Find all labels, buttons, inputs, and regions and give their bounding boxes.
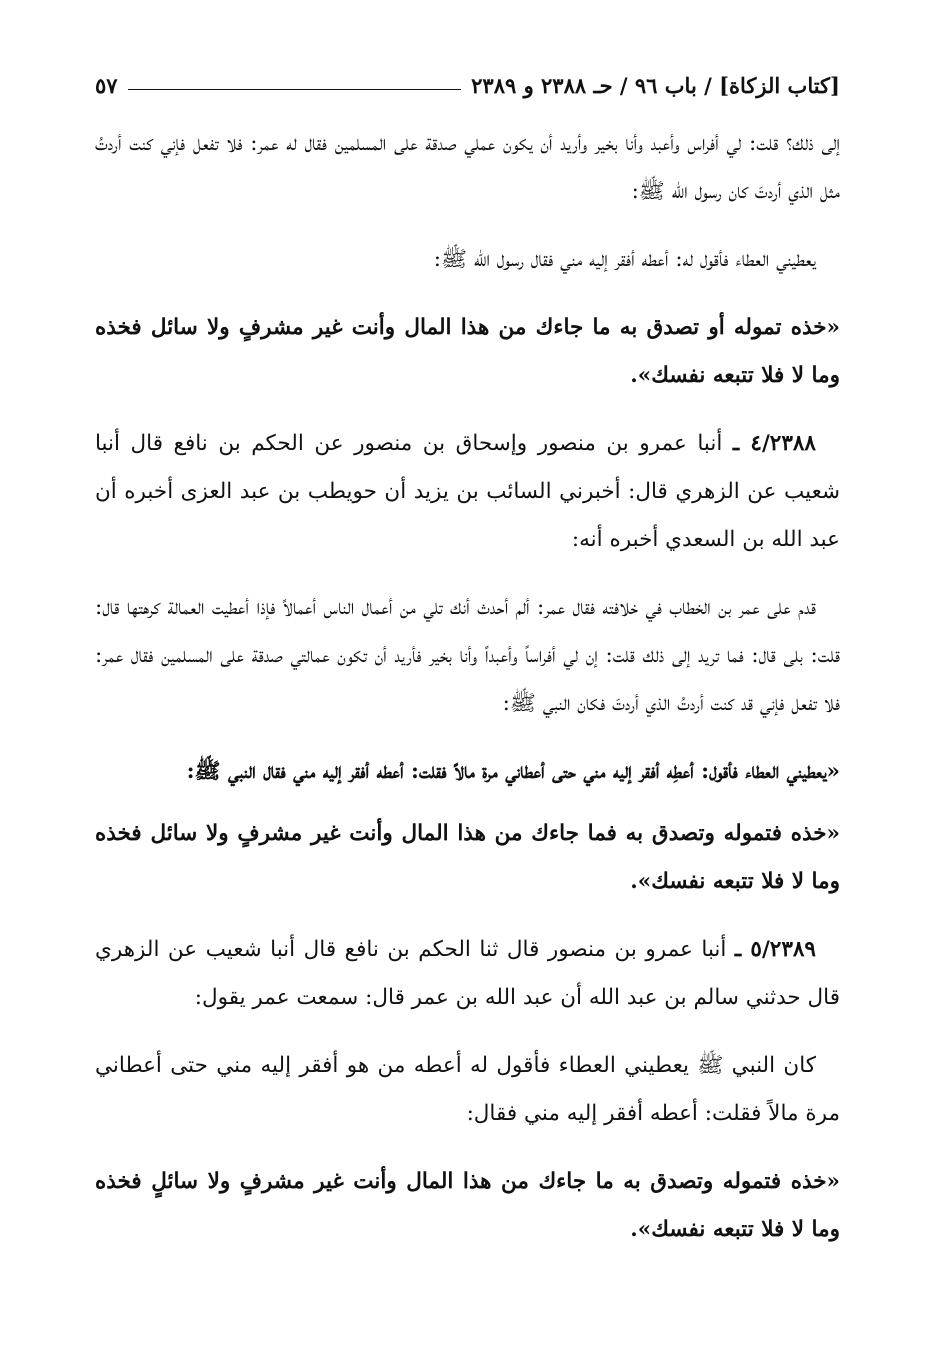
paragraph-text: يعطيني العطاء فأقول له: أعطه أفقر إليه مني فقال رسول الله ﷺ:	[433, 247, 816, 272]
paragraph-text: «خذه تموله أو تصدق به ما جاءك من هذا المال وأنت غير مشرفٍ ولا سائل فخذه وما لا فلا تتبعه نفسك».	[95, 315, 840, 388]
header-rule	[128, 89, 462, 90]
hadith-chain	[95, 420, 840, 564]
page-number: ٥٧	[95, 72, 118, 98]
book-page	[95, 58, 840, 1348]
hadith-quote	[95, 304, 840, 400]
paragraph	[95, 120, 840, 216]
running-header	[95, 58, 840, 98]
paragraph-text: «خذه فتموله وتصدق به فما جاءك من هذا المال وأنت غير مشرفٍ ولا سائل فخذه وما لا فلا تتبعه نفسك».	[95, 821, 840, 894]
header-title: [كتاب الزكاة] / باب ٩٦ / حـ ٢٣٨٨ و ٢٣٨٩	[471, 72, 840, 98]
hadith-quote	[95, 748, 840, 796]
paragraph-text: أنبا عمرو بن منصور قال ثنا الحكم بن نافع قال أنبا شعيب عن الزهري قال حدثني سالم بن عبد الله أن عبد الله بن عمر قال: سمعت عمر يقول:	[95, 937, 840, 1010]
paragraph-text: «خذه فتموله وتصدق به ما جاءك من هذا المال وأنت غير مشرفٍ ولا سائلٍ فخذه وما لا فلا تتبعه نفسك».	[95, 1169, 840, 1242]
paragraph-text: «يعطيني العطاء فأقول: أعطِه أفقر إليه مني حتى أعطاني مرة مالاً فقلت: أعطه أفقر إليه مني فقال النبي ﷺ:	[186, 759, 840, 784]
paragraph	[95, 236, 840, 284]
paragraph	[95, 584, 840, 728]
hadith-quote	[95, 1158, 840, 1254]
page-body	[95, 120, 840, 1254]
paragraph-text: أنبا عمرو بن منصور وإسحاق بن منصور عن الحكم بن نافع قال أنبا شعيب عن الزهري قال: أخبرني السائب بن يزيد أن حويطب بن عبد العزى أخبره أن عبد الله بن السعدي أخبره أنه:	[95, 431, 840, 552]
paragraph-text: كان النبي ﷺ يعطيني العطاء فأقول له أعطه من هو أفقر إليه مني حتى أعطاني مرة مالاً فقلت: أعطه أفقر إليه مني فقال:	[95, 1053, 840, 1126]
hadith-quote	[95, 810, 840, 906]
hadith-number: ٥/٢٣٨٩ ـ	[734, 937, 816, 962]
paragraph-text: إلى ذلك؟ قلت: لي أفراس وأعبد وأنا بخير وأريد أن يكون عملي صدقة على المسلمين فقال له عمر: فلا تفعل فإني كنت أردتُ مثل الذي أردتَ كان رسول الله ﷺ:	[95, 131, 840, 204]
paragraph-text: قدم على عمر بن الخطاب في خلافته فقال عمر: ألم أحدث أنك تلي من أعمال الناس أعمالاً فإذا أعطيت العمالة كرهتها قال: قلت: بلى قال: فما تريد إلى ذلك قلت: إن لي أفراساً وأعبداً وأنا بخير فأريد أن تكون عمالتي صدقة على المسلمين فقال عمر: فلا تفعل فإني قد كنت أردتُ الذي أردتَ فكان النبي ﷺ:	[95, 595, 840, 716]
hadith-number: ٤/٢٣٨٨ ـ	[732, 431, 816, 456]
paragraph	[95, 1042, 840, 1138]
hadith-chain	[95, 926, 840, 1022]
